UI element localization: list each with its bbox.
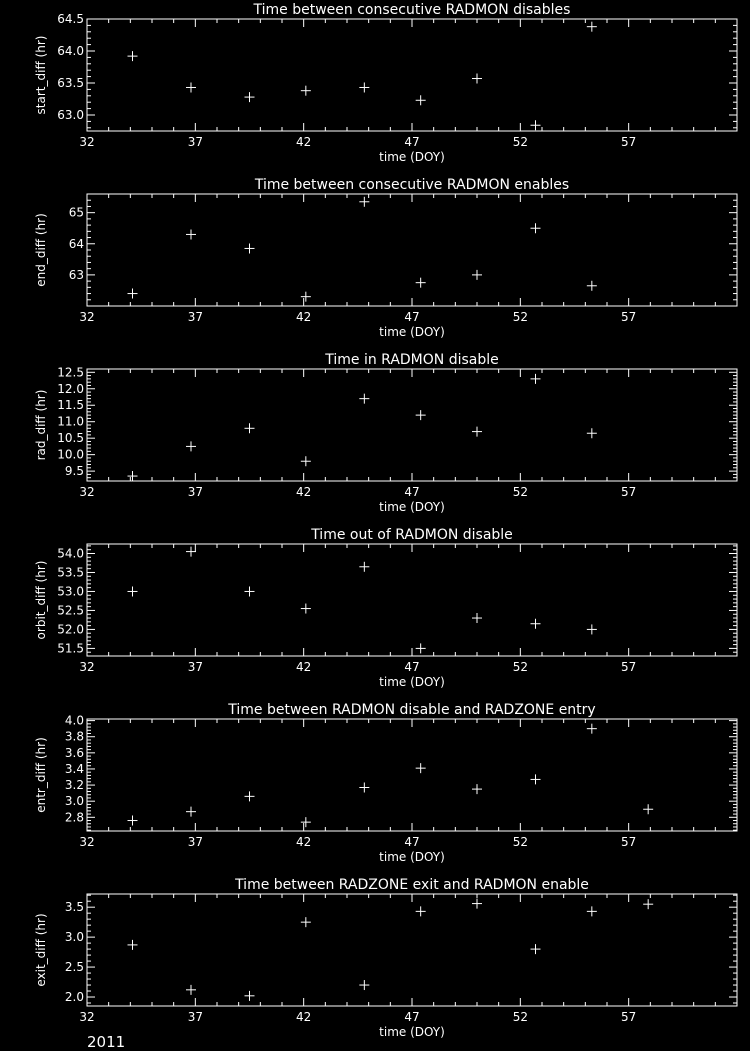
data-point [245, 243, 255, 253]
y-tick-label: 3.8 [64, 729, 84, 744]
x-tick-label: 32 [79, 135, 95, 149]
data-point [128, 586, 138, 596]
x-axis-label: time (DOY) [379, 850, 445, 864]
chart-title: Time between consecutive RADMON enables [254, 177, 570, 193]
x-axis-label: time (DOY) [379, 1025, 445, 1039]
y-tick-label: 64 [68, 236, 84, 251]
x-tick-label: 57 [621, 835, 637, 849]
data-point [359, 197, 369, 207]
plot-frame [87, 19, 737, 131]
x-tick-label: 52 [512, 835, 528, 849]
y-tick-label: 53.0 [57, 584, 84, 599]
x-tick-label: 57 [621, 1010, 637, 1024]
x-tick-label: 42 [296, 135, 312, 149]
x-tick-label: 42 [296, 1010, 312, 1024]
x-tick-label: 42 [296, 835, 312, 849]
data-point [587, 281, 597, 291]
x-tick-label: 52 [512, 135, 528, 149]
x-tick-label: 37 [187, 135, 203, 149]
data-point [301, 604, 311, 614]
x-tick-label: 57 [621, 660, 637, 674]
y-tick-label: 63.5 [57, 76, 84, 90]
data-point [587, 22, 597, 32]
data-point [416, 410, 426, 420]
y-tick-label: 3.0 [64, 794, 84, 809]
y-axis-label: orbit_diff (hr) [34, 560, 48, 640]
data-point [472, 613, 482, 623]
data-point [301, 817, 311, 827]
data-point [531, 374, 541, 384]
data-point [301, 292, 311, 302]
data-point [587, 724, 597, 734]
data-point [643, 804, 653, 814]
data-point [416, 278, 426, 288]
data-point [643, 899, 653, 909]
y-axis-label: entr_diff (hr) [34, 737, 48, 813]
x-axis-label: time (DOY) [379, 150, 445, 164]
x-tick-label: 32 [79, 660, 95, 674]
data-point [245, 423, 255, 433]
x-tick-label: 47 [404, 1010, 420, 1024]
y-tick-label: 2.5 [64, 960, 84, 975]
y-tick-label: 2.8 [64, 810, 84, 825]
data-point [472, 270, 482, 280]
data-point [245, 791, 255, 801]
data-point [359, 980, 369, 990]
data-point [472, 784, 482, 794]
data-point [245, 92, 255, 102]
y-tick-label: 3.6 [64, 745, 84, 760]
data-point [359, 562, 369, 572]
data-point [587, 624, 597, 634]
y-tick-label: 10.5 [57, 431, 84, 446]
chart-title: Time between RADZONE exit and RADMON enable [235, 877, 589, 893]
y-tick-label: 53.5 [57, 565, 84, 580]
data-point [531, 944, 541, 954]
year-label: 2011 [87, 1033, 126, 1051]
x-tick-label: 57 [621, 135, 637, 149]
plot-frame [87, 719, 737, 831]
data-point [186, 82, 196, 92]
y-tick-label: 65 [68, 205, 84, 220]
data-point [186, 547, 196, 557]
x-tick-label: 42 [296, 485, 312, 499]
panel-3 [34, 352, 737, 514]
data-point [472, 74, 482, 84]
x-tick-label: 47 [404, 310, 420, 324]
y-tick-label: 12.0 [57, 381, 84, 396]
x-tick-label: 47 [404, 135, 420, 149]
y-tick-label: 54.0 [57, 546, 84, 561]
chart-title: Time between consecutive RADMON disables [253, 2, 571, 18]
y-tick-label: 12.5 [57, 365, 84, 380]
data-point [128, 940, 138, 950]
x-tick-label: 52 [512, 1010, 528, 1024]
data-point [186, 441, 196, 451]
y-tick-label: 10.0 [57, 447, 84, 462]
x-tick-label: 47 [404, 660, 420, 674]
data-point [531, 120, 541, 130]
x-tick-label: 37 [187, 485, 203, 499]
x-tick-label: 42 [296, 660, 312, 674]
y-axis-label: rad_diff (hr) [34, 389, 48, 461]
data-point [359, 394, 369, 404]
y-tick-label: 3.2 [64, 778, 84, 793]
data-point [128, 51, 138, 61]
y-tick-label: 3.5 [64, 900, 84, 915]
data-point [128, 816, 138, 826]
data-point [128, 289, 138, 299]
data-point [359, 782, 369, 792]
x-tick-label: 32 [79, 835, 95, 849]
x-tick-label: 37 [187, 310, 203, 324]
data-point [416, 95, 426, 105]
y-tick-label: 9.5 [64, 464, 84, 479]
data-point [416, 643, 426, 653]
x-tick-label: 32 [79, 485, 95, 499]
x-tick-label: 47 [404, 485, 420, 499]
x-tick-label: 52 [512, 310, 528, 324]
x-axis-label: time (DOY) [379, 325, 445, 339]
data-point [245, 586, 255, 596]
data-point [128, 471, 138, 481]
x-tick-label: 57 [621, 310, 637, 324]
y-axis-label: exit_diff (hr) [34, 913, 48, 987]
data-point [186, 229, 196, 239]
data-point [472, 427, 482, 437]
data-point [301, 456, 311, 466]
y-tick-label: 52.5 [57, 603, 84, 618]
x-axis-label: time (DOY) [379, 675, 445, 689]
chart-title: Time out of RADMON disable [311, 527, 513, 543]
panel-5 [34, 702, 737, 864]
data-point [416, 906, 426, 916]
y-tick-label: 3.4 [64, 761, 84, 776]
plot-frame [87, 194, 737, 306]
data-point [472, 899, 482, 909]
plot-frame [87, 544, 737, 656]
y-tick-label: 63 [68, 267, 84, 282]
x-tick-label: 47 [404, 835, 420, 849]
y-tick-label: 3.0 [64, 930, 84, 945]
data-point [587, 428, 597, 438]
x-tick-label: 57 [621, 485, 637, 499]
x-tick-label: 42 [296, 310, 312, 324]
data-point [531, 774, 541, 784]
y-tick-label: 52.0 [57, 622, 84, 637]
y-tick-label: 64.0 [57, 44, 84, 58]
y-axis-label: end_diff (hr) [34, 213, 48, 287]
y-tick-label: 64.5 [57, 12, 84, 26]
data-point [186, 985, 196, 995]
data-point [301, 917, 311, 927]
chart-title: Time in RADMON disable [325, 352, 499, 368]
y-tick-label: 51.5 [57, 641, 84, 656]
x-tick-label: 37 [187, 835, 203, 849]
data-point [245, 991, 255, 1001]
y-tick-label: 63.0 [57, 108, 84, 122]
y-tick-label: 2.0 [64, 990, 84, 1005]
x-tick-label: 52 [512, 485, 528, 499]
panel-4 [34, 527, 737, 689]
plot-frame [87, 894, 737, 1006]
panel-1 [34, 2, 737, 164]
data-point [587, 906, 597, 916]
x-tick-label: 37 [187, 660, 203, 674]
chart-title: Time between RADMON disable and RADZONE entry [228, 702, 596, 718]
x-tick-label: 32 [79, 1010, 95, 1024]
y-tick-label: 11.5 [57, 398, 84, 413]
y-tick-label: 4.0 [64, 713, 84, 728]
data-point [186, 807, 196, 817]
x-tick-label: 37 [187, 1010, 203, 1024]
data-point [301, 86, 311, 96]
panel-2 [34, 177, 737, 339]
data-point [531, 619, 541, 629]
data-point [359, 82, 369, 92]
data-point [416, 763, 426, 773]
plot-frame [87, 369, 737, 481]
y-axis-label: start_diff (hr) [34, 35, 48, 115]
x-tick-label: 52 [512, 660, 528, 674]
x-tick-label: 32 [79, 310, 95, 324]
panel-6 [34, 877, 737, 1039]
y-tick-label: 11.0 [57, 414, 84, 429]
x-axis-label: time (DOY) [379, 500, 445, 514]
data-point [531, 223, 541, 233]
